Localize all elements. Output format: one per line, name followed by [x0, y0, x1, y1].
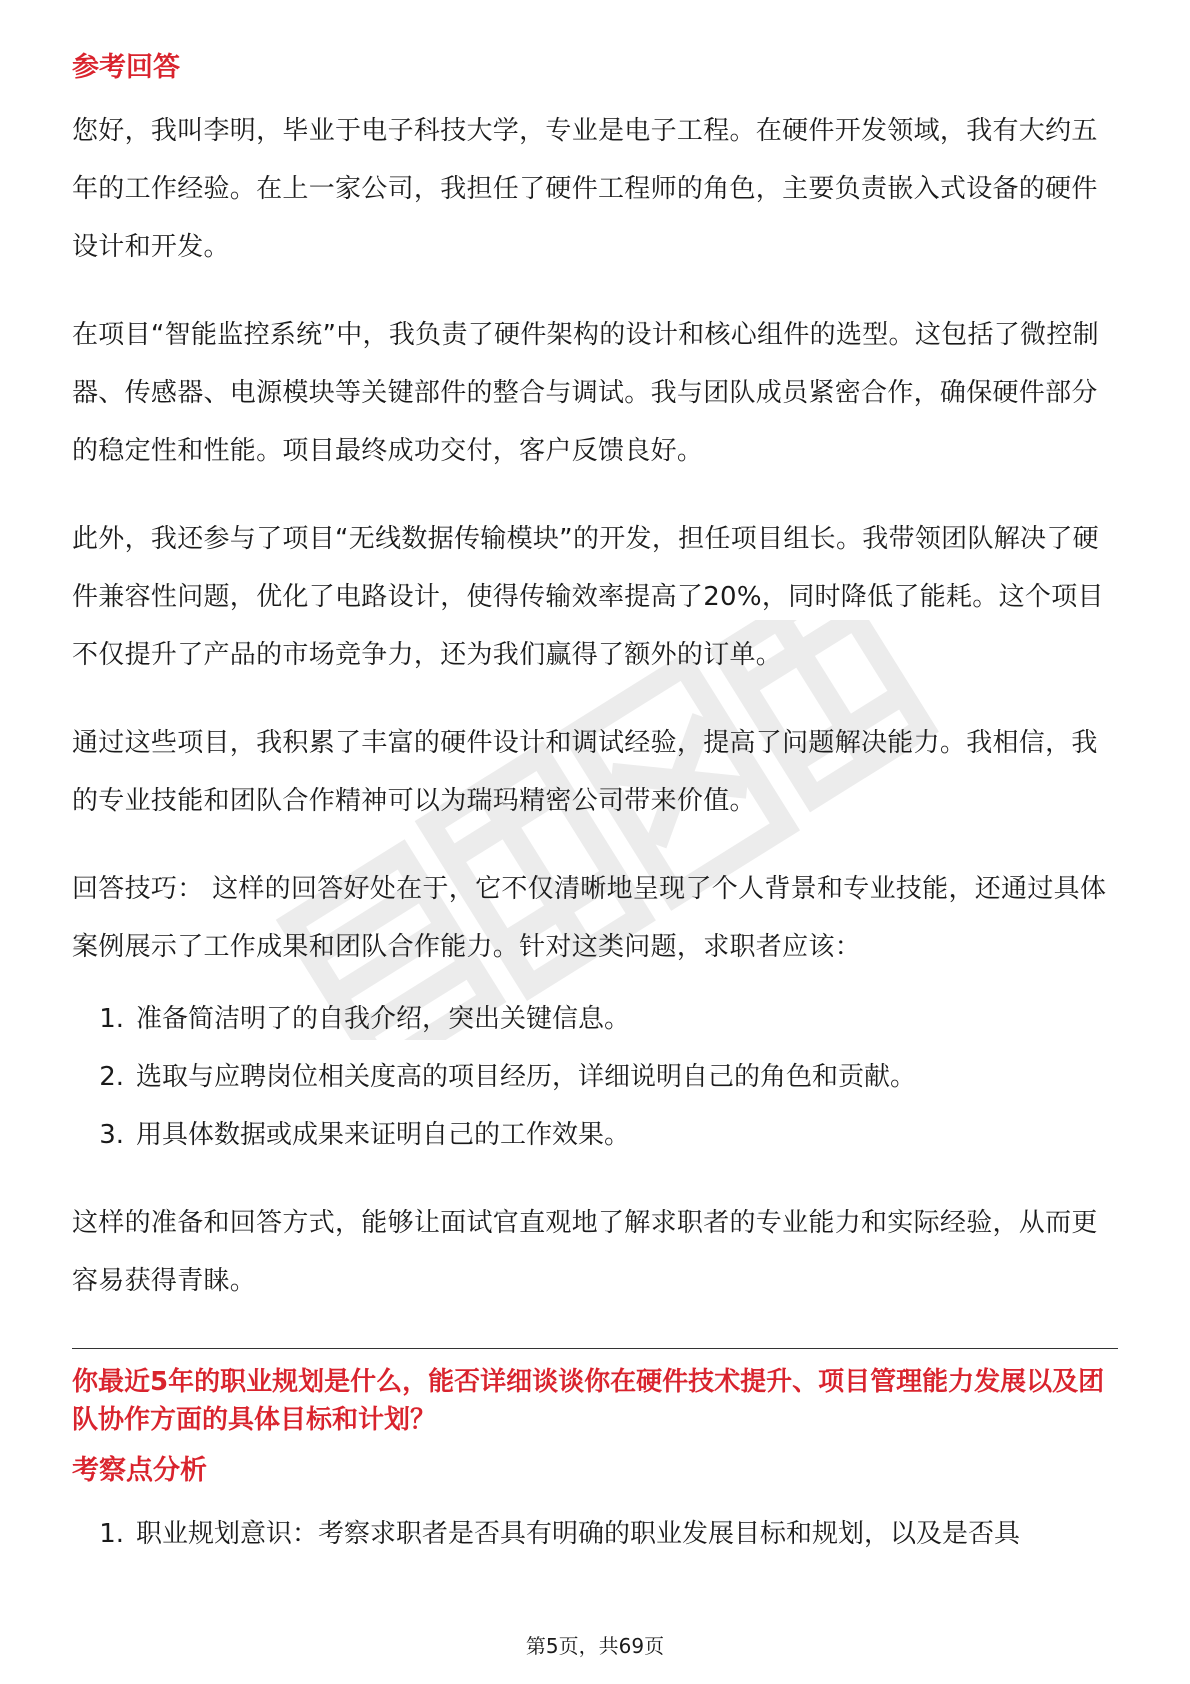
list-number: 1. — [99, 1519, 124, 1549]
list-number: 2. — [99, 1062, 124, 1092]
list-text: 用具体数据或成果来证明自己的工作效果。 — [136, 1120, 631, 1150]
answer-paragraph: 在项目“智能监控系统”中，我负责了硬件架构的设计和核心组件的选型。这包括了微控制器、传感器、电源模块等关键部件的整合与调试。我与团队成员紧密合作，确保硬件部分的稳定性和性能。项目最终成功交付，客户反馈良好。 — [72, 320, 1099, 466]
answer-heading: 参考回答 — [72, 52, 180, 83]
list-text: 选取与应聘岗位相关度高的项目经历，详细说明自己的角色和贡献。 — [136, 1062, 917, 1092]
answer-paragraph: 此外，我还参与了项目“无线数据传输模块”的开发，担任项目组长。我带领团队解决了硬件兼容性问题，优化了电路设计，使得传输效率提高了20%，同时降低了能耗。这个项目不仅提升了产品的市场竞争力，还为我们赢得了额外的订单。 — [72, 524, 1104, 670]
analysis-list — [72, 1505, 1118, 1563]
next-question: 你最近5年的职业规划是什么，能否详细谈谈你在硬件技术提升、项目管理能力发展以及团队协作方面的具体目标和计划？ — [72, 1367, 1105, 1435]
list-number: 1. — [99, 1004, 124, 1034]
list-number: 3. — [99, 1120, 124, 1150]
section-divider — [72, 1348, 1118, 1349]
tips-intro: 回答技巧： 这样的回答好处在于，它不仅清晰地呈现了个人背景和专业技能，还通过具体案例展示了工作成果和团队合作能力。针对这类问题，求职者应该： — [72, 874, 1107, 962]
answer-paragraph: 通过这些项目，我积累了丰富的硬件设计和调试经验，提高了问题解决能力。我相信，我的专业技能和团队合作精神可以为瑞玛精密公司带来价值。 — [72, 728, 1098, 816]
answer-paragraph: 您好，我叫李明，毕业于电子科技大学，专业是电子工程。在硬件开发领域，我有大约五年的工作经验。在上一家公司，我担任了硬件工程师的角色，主要负责嵌入式设备的硬件设计和开发。 — [72, 116, 1098, 262]
analysis-heading: 考察点分析 — [72, 1455, 207, 1486]
list-item — [72, 1048, 1118, 1106]
list-item — [72, 1505, 1118, 1563]
list-item — [72, 990, 1118, 1048]
list-item — [72, 1106, 1118, 1164]
tips-list — [72, 990, 1118, 1164]
conclusion-paragraph: 这样的准备和回答方式，能够让面试官直观地了解求职者的专业能力和实际经验，从而更容易获得青睐。 — [72, 1208, 1098, 1296]
page-footer: 第5页，共69页 — [525, 1634, 665, 1658]
list-text: 职业规划意识：考察求职者是否具有明确的职业发展目标和规划，以及是否具 — [136, 1519, 1021, 1549]
list-text: 准备简洁明了的自我介绍，突出关键信息。 — [136, 1004, 631, 1034]
document-page — [72, 48, 1118, 1563]
